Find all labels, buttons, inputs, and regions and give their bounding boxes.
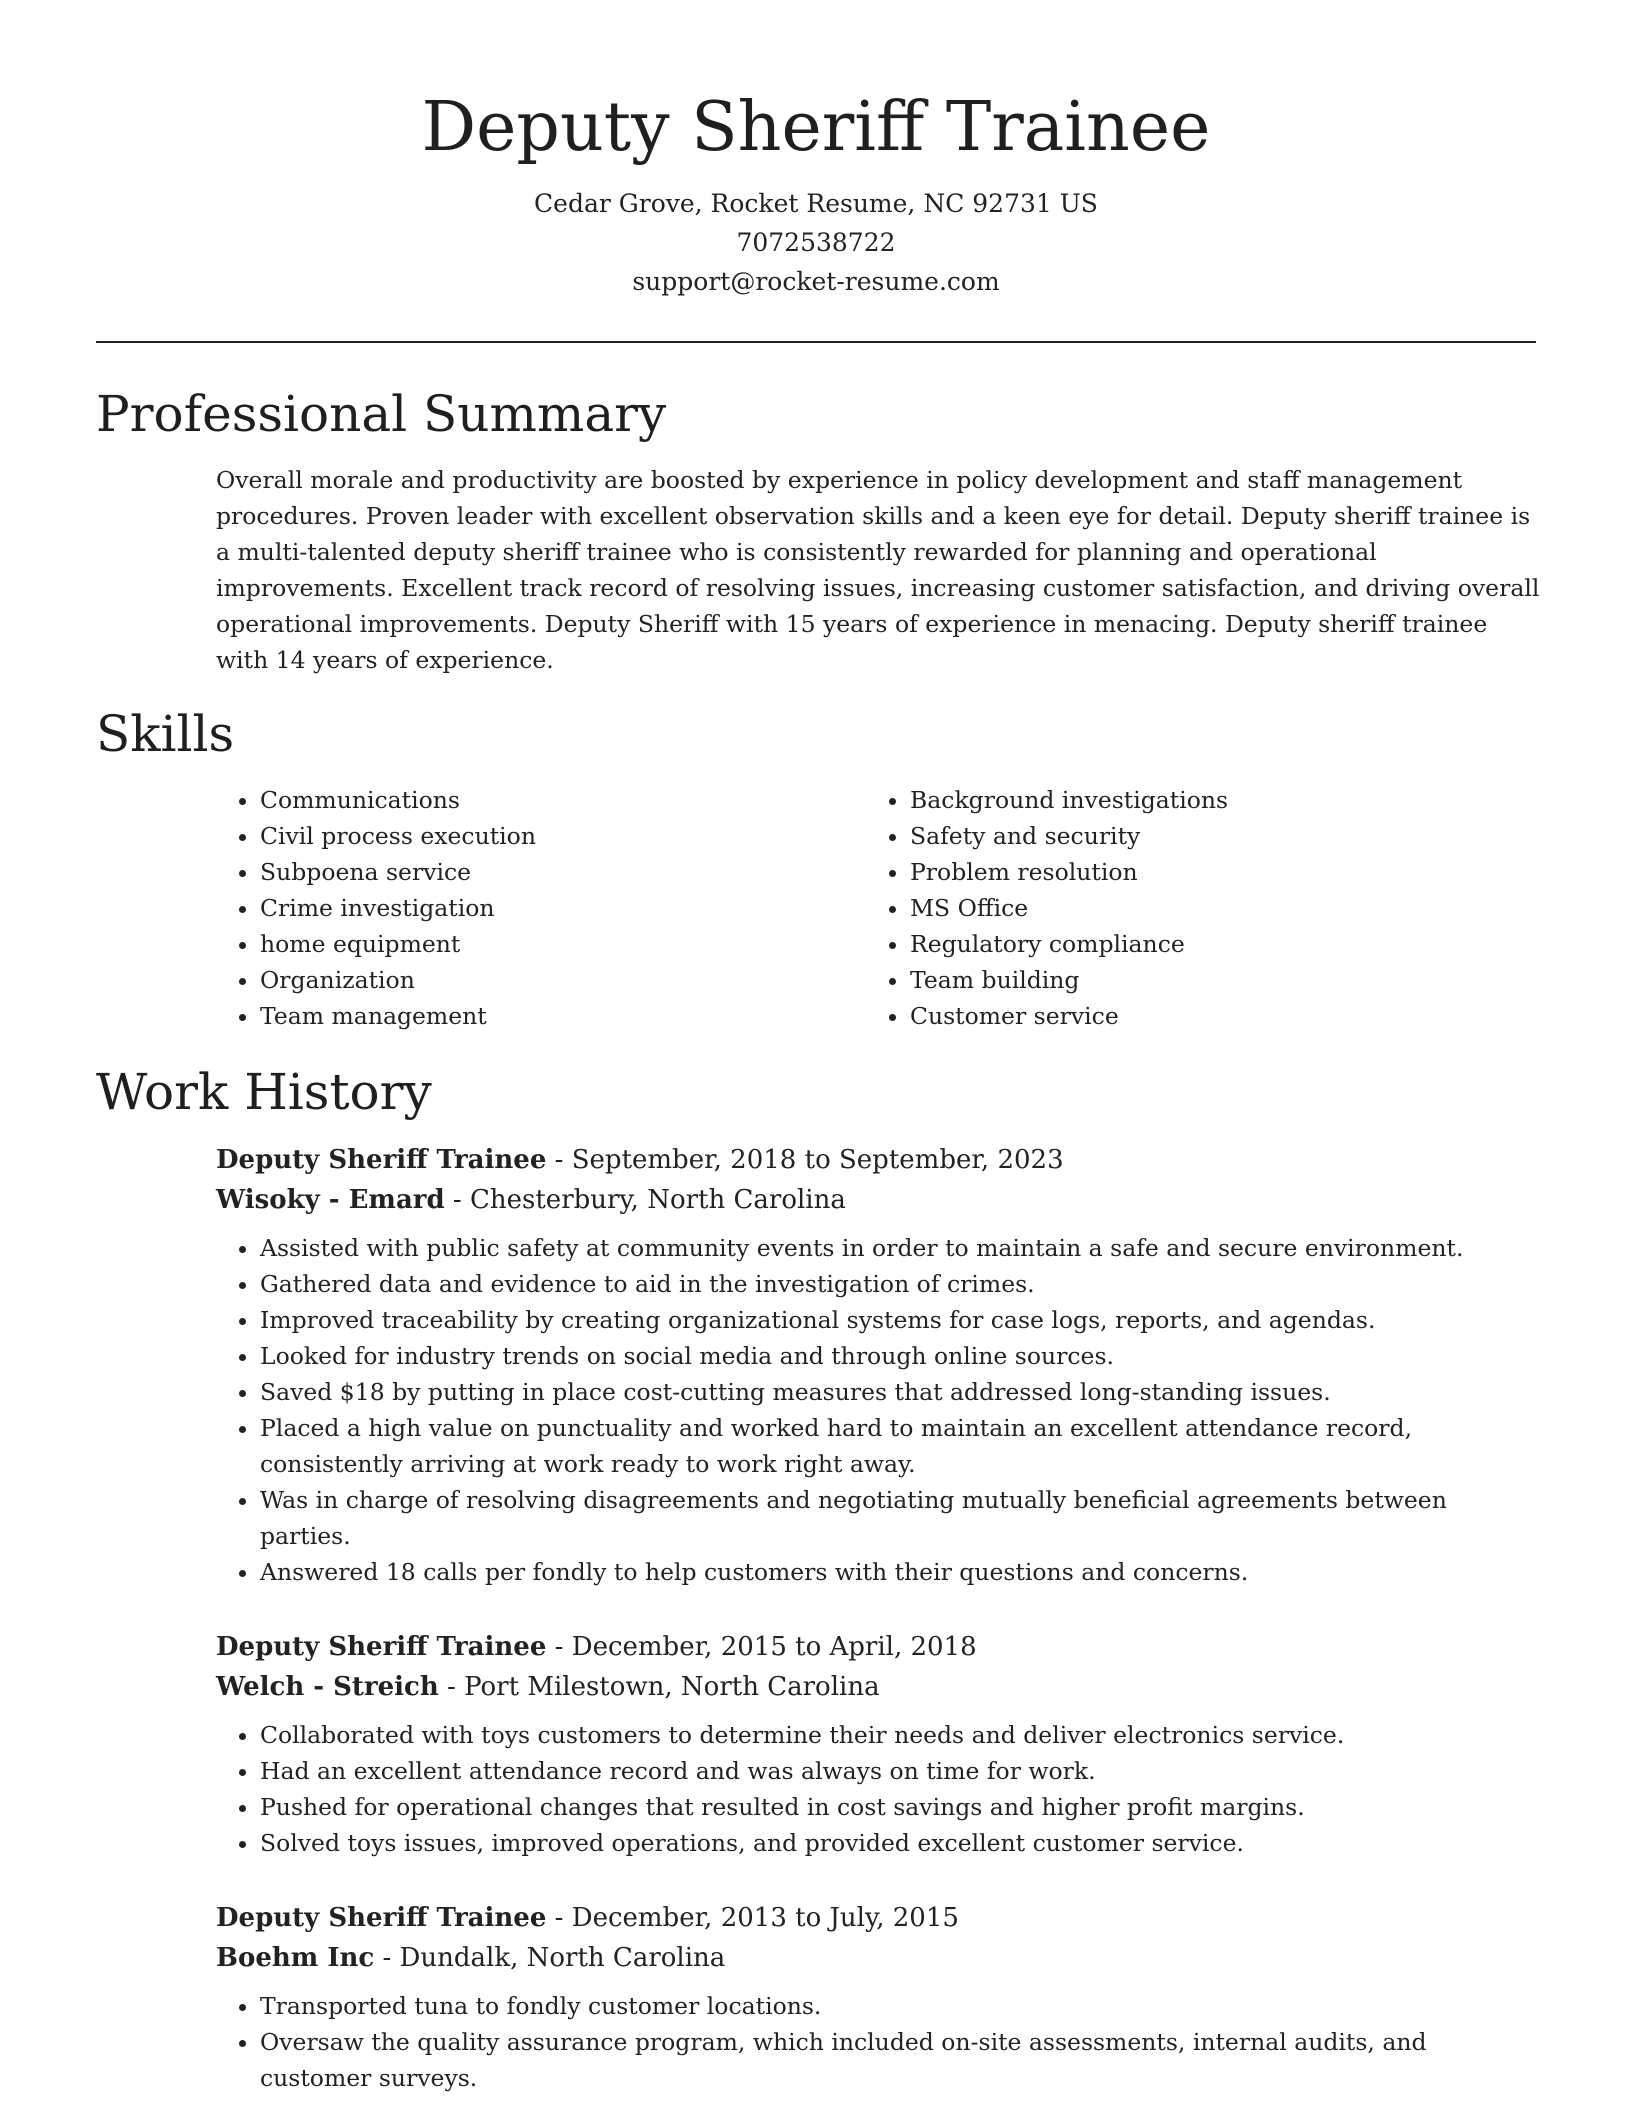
job-duties-list: [216, 1230, 1541, 1590]
job-title: Deputy Sheriff Trainee: [216, 1145, 547, 1175]
job-entry: [216, 1898, 1541, 2096]
job-company: Wisoky - Emard: [216, 1185, 445, 1215]
job-duty: • Solved toys issues, improved operations, and provided excellent customer service.: [260, 1825, 1541, 1861]
summary-text: Overall morale and productivity are boosted by experience in policy development and staff management procedures. Proven leader with excellent observation skills and a keen eye for detail. Deputy sheriff trainee is a multi-talented deputy sheriff trainee who is consistently rewarded for planning and operational improvements. Excellent track record of resolving issues, increasing customer satisfaction, and driving overall operational improvements. Deputy Sheriff with 15 years of experience in menacing. Deputy sheriff trainee with 14 years of experience.: [216, 466, 1540, 674]
skills-list-right: [866, 782, 1570, 1034]
job-duties-list: [216, 1988, 1541, 2096]
job-title-line: [216, 1627, 1541, 1667]
job-duty: • Collaborated with toys customers to determine their needs and deliver electronics service.: [260, 1717, 1541, 1753]
contact-block: [0, 184, 1632, 301]
job-title-line: [216, 1140, 1541, 1180]
contact-email: support@rocket-resume.com: [632, 267, 1000, 296]
job-duty: • Improved traceability by creating organizational systems for case logs, reports, and agendas.: [260, 1302, 1541, 1338]
job-duties-list: [216, 1717, 1541, 1861]
job-duty: • Looked for industry trends on social media and through online sources.: [260, 1338, 1541, 1374]
job-location: - Chesterbury, North Carolina: [444, 1185, 846, 1215]
job-dates: - December, 2013 to July, 2015: [546, 1903, 959, 1933]
resume-header: [0, 82, 1632, 301]
job-company-line: [216, 1180, 1541, 1220]
candidate-name: Deputy Sheriff Trainee: [421, 88, 1211, 167]
skill-item: • Background investigations: [910, 782, 1570, 818]
job-entry: [216, 1627, 1541, 1861]
section-title-summary: Professional Summary: [96, 385, 667, 443]
job-location: - Dundalk, North Carolina: [374, 1943, 726, 1973]
job-entry: [216, 1140, 1541, 1590]
skill-item: • Organization: [260, 962, 860, 998]
section-title-skills: Skills: [96, 705, 235, 763]
job-dates: - December, 2015 to April, 2018: [546, 1632, 977, 1662]
skill-item: • Problem resolution: [910, 854, 1570, 890]
job-duty: • Had an excellent attendance record and was always on time for work.: [260, 1753, 1541, 1789]
job-duty: • Answered 18 calls per fondly to help customers with their questions and concerns.: [260, 1554, 1541, 1590]
skill-item: • Civil process execution: [260, 818, 860, 854]
job-duty: • Was in charge of resolving disagreements and negotiating mutually beneficial agreements between parties.: [260, 1482, 1541, 1554]
skill-item: • Regulatory compliance: [910, 926, 1570, 962]
job-duty: • Transported tuna to fondly customer locations.: [260, 1988, 1541, 2024]
job-duty: • Oversaw the quality assurance program, which included on-site assessments, internal audits, and customer surveys.: [260, 2024, 1541, 2096]
job-dates: - September, 2018 to September, 2023: [546, 1145, 1064, 1175]
job-title-line: [216, 1898, 1541, 1938]
job-company: Boehm Inc: [216, 1943, 375, 1973]
skill-item: • Team management: [260, 998, 860, 1034]
skill-item: • Safety and security: [910, 818, 1570, 854]
contact-address: Cedar Grove, Rocket Resume, NC 92731 US: [534, 189, 1098, 218]
job-title: Deputy Sheriff Trainee: [216, 1903, 547, 1933]
job-duty: • Saved $18 by putting in place cost-cutting measures that addressed long-standing issues.: [260, 1374, 1541, 1410]
section-title-work-history: Work History: [96, 1063, 432, 1121]
job-company-line: [216, 1667, 1541, 1707]
job-title: Deputy Sheriff Trainee: [216, 1632, 547, 1662]
skill-item: • MS Office: [910, 890, 1570, 926]
job-company: Welch - Streich: [216, 1672, 439, 1702]
job-location: - Port Milestown, North Carolina: [438, 1672, 880, 1702]
skill-item: • Team building: [910, 962, 1570, 998]
skill-item: • Communications: [260, 782, 860, 818]
job-duty: • Assisted with public safety at community events in order to maintain a safe and secure environment.: [260, 1230, 1541, 1266]
job-duty: • Gathered data and evidence to aid in the investigation of crimes.: [260, 1266, 1541, 1302]
job-duty: • Pushed for operational changes that resulted in cost savings and higher profit margins.: [260, 1789, 1541, 1825]
skill-item: • Subpoena service: [260, 854, 860, 890]
skill-item: • Crime investigation: [260, 890, 860, 926]
contact-phone: 7072538722: [736, 228, 896, 257]
skills-list-left: [216, 782, 860, 1034]
job-duty: • Placed a high value on punctuality and worked hard to maintain an excellent attendance record, consistently arriving at work ready to work right away.: [260, 1410, 1541, 1482]
job-company-line: [216, 1938, 1541, 1978]
skill-item: • Customer service: [910, 998, 1570, 1034]
header-divider: [96, 341, 1536, 343]
skill-item: • home equipment: [260, 926, 860, 962]
